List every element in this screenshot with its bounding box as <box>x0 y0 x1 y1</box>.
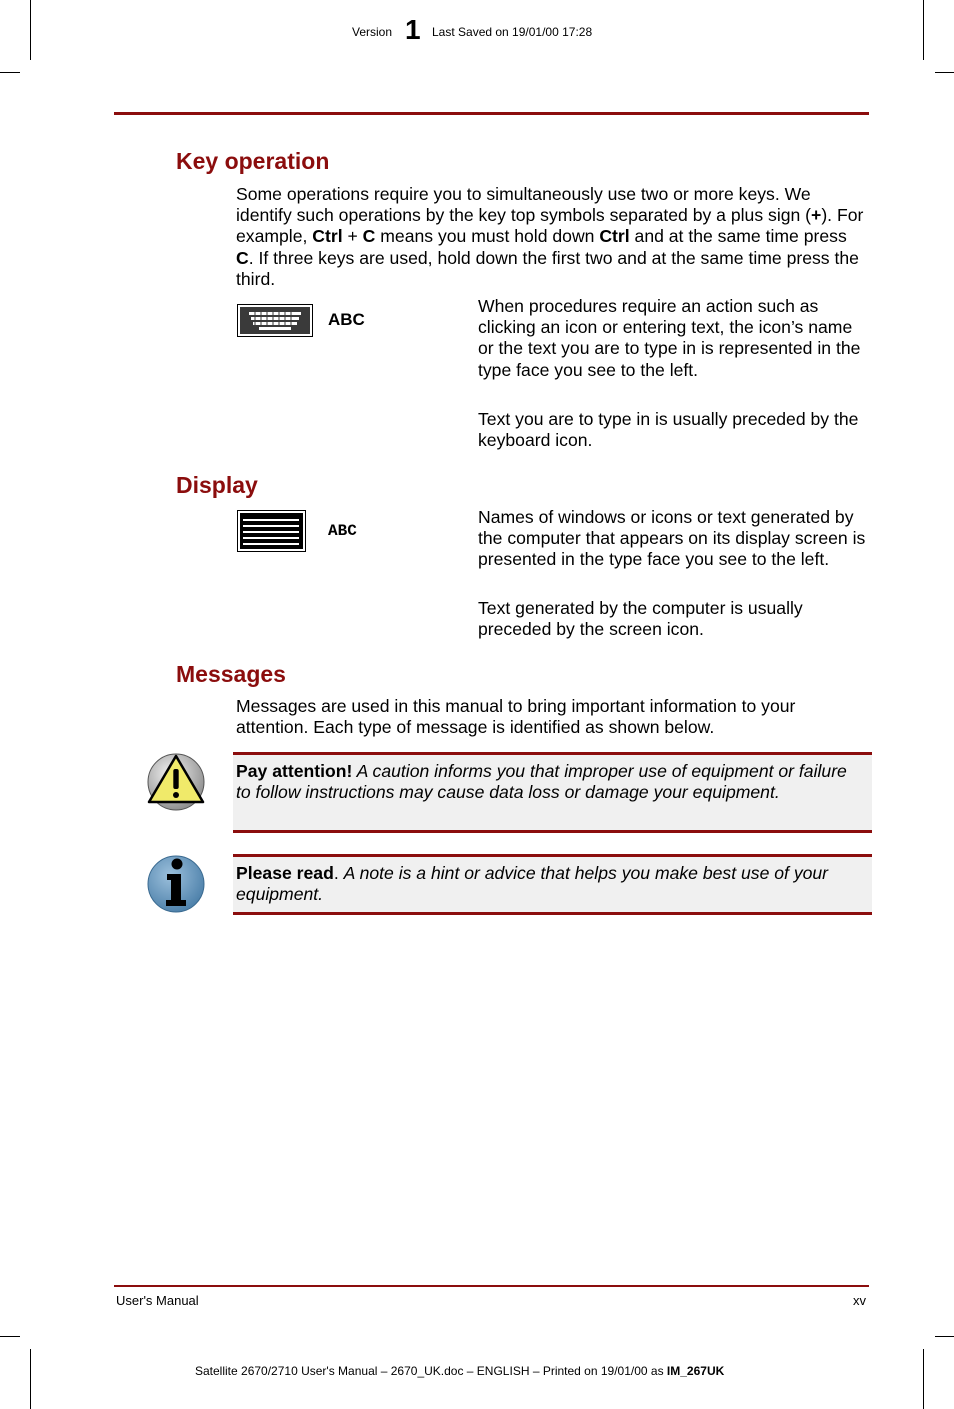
key-operation-desc-1: When procedures require an action such as clicking an icon or entering text, the icon’s name or the text you are to type in is represented in the type face you see to the left. <box>478 296 861 380</box>
version-label: Version <box>352 25 393 39</box>
caution-icon <box>145 752 207 812</box>
note-box: Please read. A note is a hint or advice that helps you make best use of your equipment. <box>233 854 872 915</box>
note-text: A note is a hint or advice that helps you make best use of your equipment. <box>236 863 829 905</box>
crop-mark <box>0 72 20 73</box>
version-number: 1 <box>405 14 421 45</box>
display-desc-2: Text generated by the computer is usually preceded by the screen icon. <box>478 598 803 640</box>
crop-mark <box>0 1336 20 1337</box>
display-desc-1: Names of windows or icons or text generated by the computer that appears on its display screen is presented in the type face you see to the left. <box>478 507 866 570</box>
crop-mark <box>935 72 954 73</box>
info-icon <box>145 854 207 914</box>
print-info: Satellite 2670/2710 User's Manual – 2670_UK.doc – ENGLISH – Printed on 19/01/00 as IM_267UK <box>195 1364 725 1378</box>
caution-label: Pay attention! <box>236 761 353 781</box>
last-saved: Last Saved on 19/01/00 17:28 <box>432 25 593 39</box>
page-number: xv <box>853 1293 866 1308</box>
footer-manual-label: User's Manual <box>116 1293 199 1308</box>
section-title-messages: Messages <box>176 661 286 687</box>
keyboard-icon <box>237 304 313 337</box>
crop-mark <box>935 1336 954 1337</box>
keyboard-sample-text: ABC <box>328 310 365 329</box>
caution-box <box>233 752 872 833</box>
messages-intro: Messages are used in this manual to bring important information to your attention. Each type of message is identified as shown below. <box>236 696 796 738</box>
key-operation-desc-2: Text you are to type in is usually preceded by the keyboard icon. <box>478 409 859 451</box>
crop-mark <box>30 0 31 60</box>
section-title-display: Display <box>176 472 258 498</box>
section-title-key-operation: Key operation <box>176 148 330 174</box>
bottom-rule <box>114 1285 869 1287</box>
note-label: Please read <box>236 863 334 883</box>
caution-text: A caution informs you that improper use of equipment or failure to follow instructions may cause data loss or damage your equipment. <box>236 761 847 803</box>
crop-mark <box>30 1349 31 1409</box>
crop-mark <box>923 1349 924 1409</box>
key-operation-intro: Some operations require you to simultaneously use two or more keys. We identify such operations by the key top symbols separated by a plus sign (+). For example, Ctrl + C means you must hold down Ctrl and at the same time press C. If three keys are used, hold down the first two and at the same time press the third. <box>236 184 864 289</box>
screen-icon <box>237 510 306 552</box>
crop-mark <box>923 0 924 60</box>
screen-sample-text: ABC <box>328 522 357 540</box>
top-rule <box>114 112 869 115</box>
